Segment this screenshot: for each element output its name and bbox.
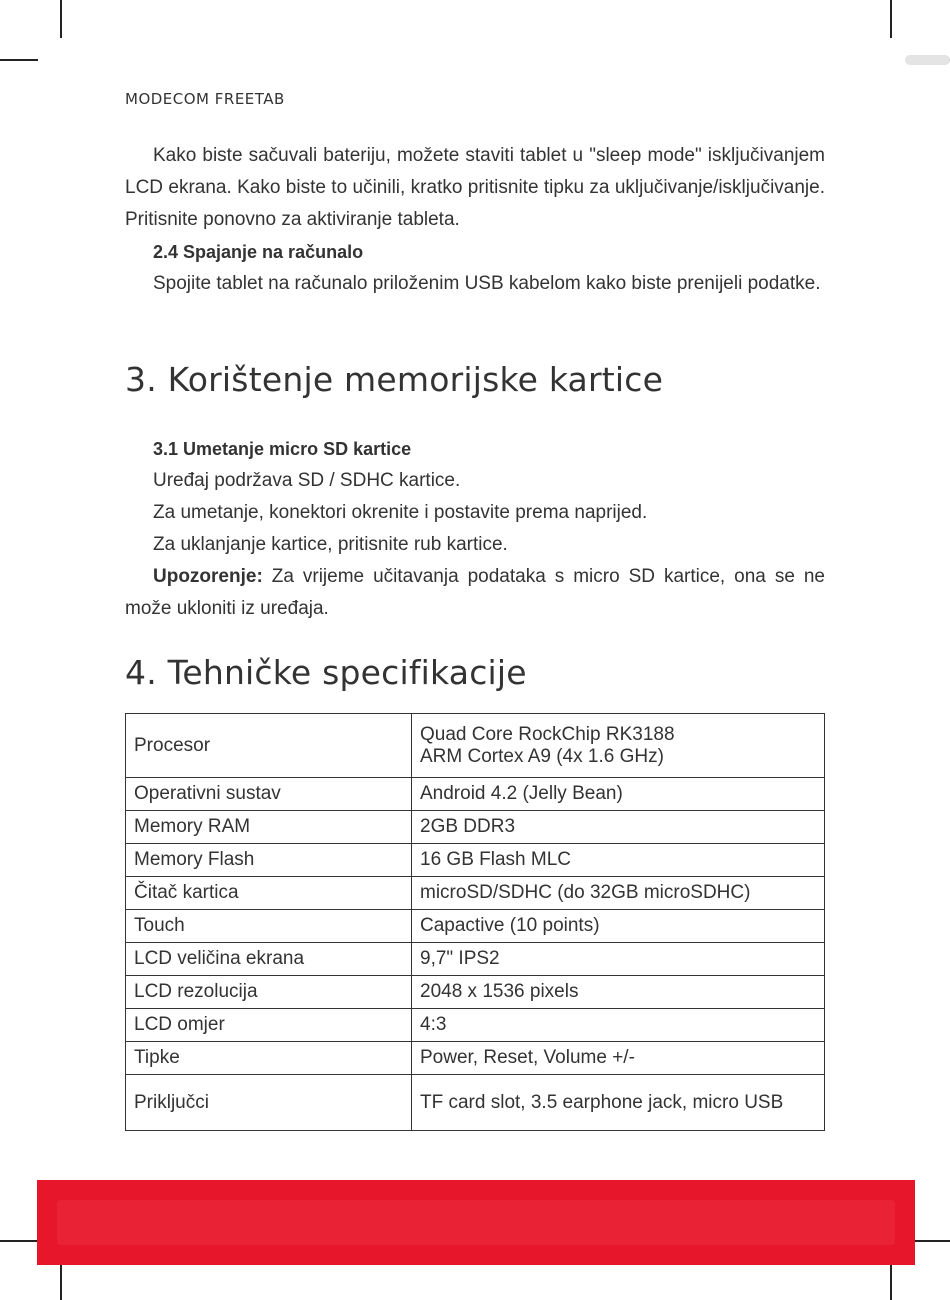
spec-table (125, 713, 825, 1131)
spec-value-line: Quad Core RockChip RK3188 (420, 723, 675, 745)
crop-mark-top-left-h (0, 59, 38, 61)
crop-mark-top-left-v (60, 0, 62, 38)
insert-line: Za umetanje, konektori okrenite i postavite prema naprijed. (153, 502, 648, 523)
spec-value: 4:3 (412, 1009, 825, 1042)
spec-key: Operativni sustav (126, 778, 412, 811)
table-row (126, 943, 825, 976)
spec-value: TF card slot, 3.5 earphone jack, micro USB (412, 1075, 825, 1131)
intro-block (125, 140, 825, 300)
spec-key: Memory RAM (126, 811, 412, 844)
spec-value: Android 4.2 (Jelly Bean) (412, 778, 825, 811)
warning-text: Za vrijeme učitavanja podataka s micro SD kartice, ona se ne može ukloniti iz uređaja. (125, 566, 825, 619)
spec-key: Čitač kartica (126, 877, 412, 910)
spec-value: 9,7" IPS2 (412, 943, 825, 976)
footer-red-band (37, 1180, 915, 1265)
spec-key: LCD veličina ekrana (126, 943, 412, 976)
crop-mark-bottom-left-h (0, 1240, 38, 1242)
scan-smudge (905, 55, 950, 65)
spec-key: Tipke (126, 1042, 412, 1075)
warning-label: Upozorenje: (153, 566, 263, 587)
section-4-title: 4. Tehničke specifikacije (125, 653, 527, 692)
spec-key: Priključci (126, 1075, 412, 1131)
table-row (126, 910, 825, 943)
spec-value: microSD/SDHC (do 32GB microSDHC) (412, 877, 825, 910)
spec-key: Memory Flash (126, 844, 412, 877)
spec-value-line: ARM Cortex A9 (4x 1.6 GHz) (420, 745, 664, 767)
sd-support-line: Uređaj podržava SD / SDHC kartice. (153, 470, 461, 491)
table-row (126, 1009, 825, 1042)
spec-key: LCD rezolucija (126, 976, 412, 1009)
spec-value: Capactive (10 points) (412, 910, 825, 943)
table-row (126, 714, 825, 778)
running-header: MODECOM FREETAB (125, 90, 285, 108)
table-row (126, 1075, 825, 1131)
table-row (126, 976, 825, 1009)
table-row (126, 877, 825, 910)
spec-value: 2048 x 1536 pixels (412, 976, 825, 1009)
crop-mark-bottom-right-h (912, 1240, 950, 1242)
crop-mark-top-right-v (890, 0, 892, 38)
spec-key: Procesor (126, 714, 412, 778)
warning-paragraph (125, 561, 825, 625)
remove-line: Za uklanjanje kartice, pritisnite rub kartice. (153, 534, 508, 555)
spec-key: LCD omjer (126, 1009, 412, 1042)
section-3-title: 3. Korištenje memorijske kartice (125, 360, 664, 399)
crop-mark-bottom-left-v (60, 1262, 62, 1300)
table-row (126, 778, 825, 811)
subheading-2-4: 2.4 Spajanje na računalo (153, 242, 364, 262)
section-3-block (125, 433, 825, 625)
connect-paragraph: Spojite tablet na računalo priloženim USB kabelom kako biste prenijeli podatke. (153, 273, 821, 294)
crop-mark-bottom-right-v (890, 1262, 892, 1300)
subheading-3-1: 3.1 Umetanje micro SD kartice (153, 439, 412, 459)
battery-paragraph: Kako biste sačuvali bateriju, možete staviti tablet u "sleep mode" isključivanjem LCD ekrana. Kako biste to učinili, kratko pritisnite tipku za uključivanje/isključivanje. Pritisnite ponovno za aktiviranje tableta. (125, 145, 825, 230)
table-row (126, 844, 825, 877)
footer-red-inner (57, 1200, 895, 1245)
spec-table-body (126, 714, 825, 1131)
spec-value: 2GB DDR3 (412, 811, 825, 844)
spec-value: 16 GB Flash MLC (412, 844, 825, 877)
spec-key: Touch (126, 910, 412, 943)
spec-value: Power, Reset, Volume +/- (412, 1042, 825, 1075)
table-row (126, 811, 825, 844)
spec-value (412, 714, 825, 778)
table-row (126, 1042, 825, 1075)
